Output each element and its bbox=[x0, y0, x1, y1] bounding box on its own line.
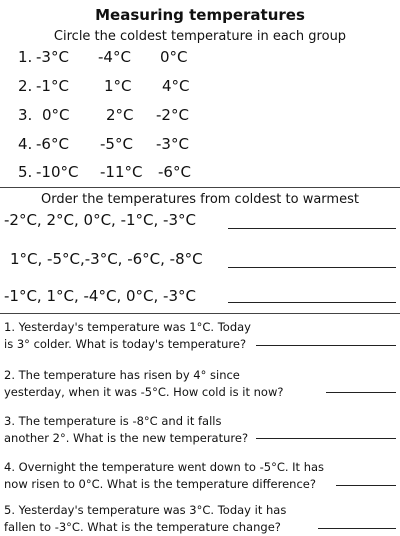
word-problem bbox=[4, 459, 324, 493]
question-line: 3. The temperature is -8°C and it falls bbox=[4, 414, 222, 428]
temperature-option[interactable]: -4°C bbox=[98, 48, 131, 66]
answer-line[interactable] bbox=[228, 302, 396, 303]
temperature-option[interactable]: -11°C bbox=[100, 163, 143, 181]
word-problem bbox=[4, 413, 248, 447]
section2-instruction: Order the temperatures from coldest to warmest bbox=[41, 192, 359, 207]
question-line: 5. Yesterday's temperature was 3°C. Today it has bbox=[4, 503, 287, 517]
question-line: 2. The temperature has risen by 4° since bbox=[4, 368, 240, 382]
temperature-option[interactable]: -6°C bbox=[36, 135, 69, 153]
section1-instruction: Circle the coldest temperature in each group bbox=[53, 29, 347, 44]
question-line: yesterday, when it was -5°C. How cold is it now? bbox=[4, 385, 284, 399]
word-problem bbox=[4, 367, 283, 401]
temperature-option[interactable]: 4°C bbox=[162, 77, 190, 95]
temperature-option[interactable]: -3°C bbox=[156, 135, 189, 153]
temperature-option[interactable]: -5°C bbox=[100, 135, 133, 153]
group-number: 2. bbox=[18, 77, 33, 95]
group-number: 3. bbox=[18, 106, 33, 124]
answer-line[interactable] bbox=[228, 267, 396, 268]
temperature-option[interactable]: -6°C bbox=[158, 163, 191, 181]
question-line: fallen to -3°C. What is the temperature change? bbox=[4, 520, 281, 534]
question-line: another 2°. What is the new temperature? bbox=[4, 431, 249, 445]
temperature-option[interactable]: 0°C bbox=[160, 48, 188, 66]
temperature-option[interactable]: -10°C bbox=[36, 163, 79, 181]
question-line: now risen to 0°C. What is the temperature difference? bbox=[4, 477, 316, 491]
temperature-option[interactable]: 0°C bbox=[42, 106, 70, 124]
answer-line[interactable] bbox=[228, 228, 396, 229]
answer-line[interactable] bbox=[256, 345, 396, 346]
section-divider bbox=[0, 187, 400, 188]
temperature-option[interactable]: -2°C bbox=[156, 106, 189, 124]
order-row: -1°C, 1°C, -4°C, 0°C, -3°C bbox=[4, 287, 196, 305]
answer-line[interactable] bbox=[326, 392, 396, 393]
temperature-option[interactable]: 2°C bbox=[106, 106, 134, 124]
group-number: 5. bbox=[18, 163, 33, 181]
answer-line[interactable] bbox=[318, 528, 396, 529]
word-problem bbox=[4, 502, 286, 536]
question-line: 1. Yesterday's temperature was 1°C. Today bbox=[4, 320, 251, 334]
section-divider bbox=[0, 313, 400, 314]
answer-line[interactable] bbox=[336, 485, 396, 486]
temperature-option[interactable]: -3°C bbox=[36, 48, 69, 66]
temperature-option[interactable]: -1°C bbox=[36, 77, 69, 95]
worksheet-title: Measuring temperatures bbox=[95, 6, 305, 24]
order-row: 1°C, -5°C,-3°C, -6°C, -8°C bbox=[10, 250, 203, 268]
word-problem bbox=[4, 319, 251, 353]
question-line: 4. Overnight the temperature went down to -5°C. It has bbox=[4, 460, 325, 474]
question-line: is 3° colder. What is today's temperature? bbox=[4, 337, 247, 351]
order-row: -2°C, 2°C, 0°C, -1°C, -3°C bbox=[4, 211, 196, 229]
answer-line[interactable] bbox=[256, 438, 396, 439]
temperature-option[interactable]: 1°C bbox=[104, 77, 132, 95]
group-number: 1. bbox=[18, 48, 33, 66]
group-number: 4. bbox=[18, 135, 33, 153]
